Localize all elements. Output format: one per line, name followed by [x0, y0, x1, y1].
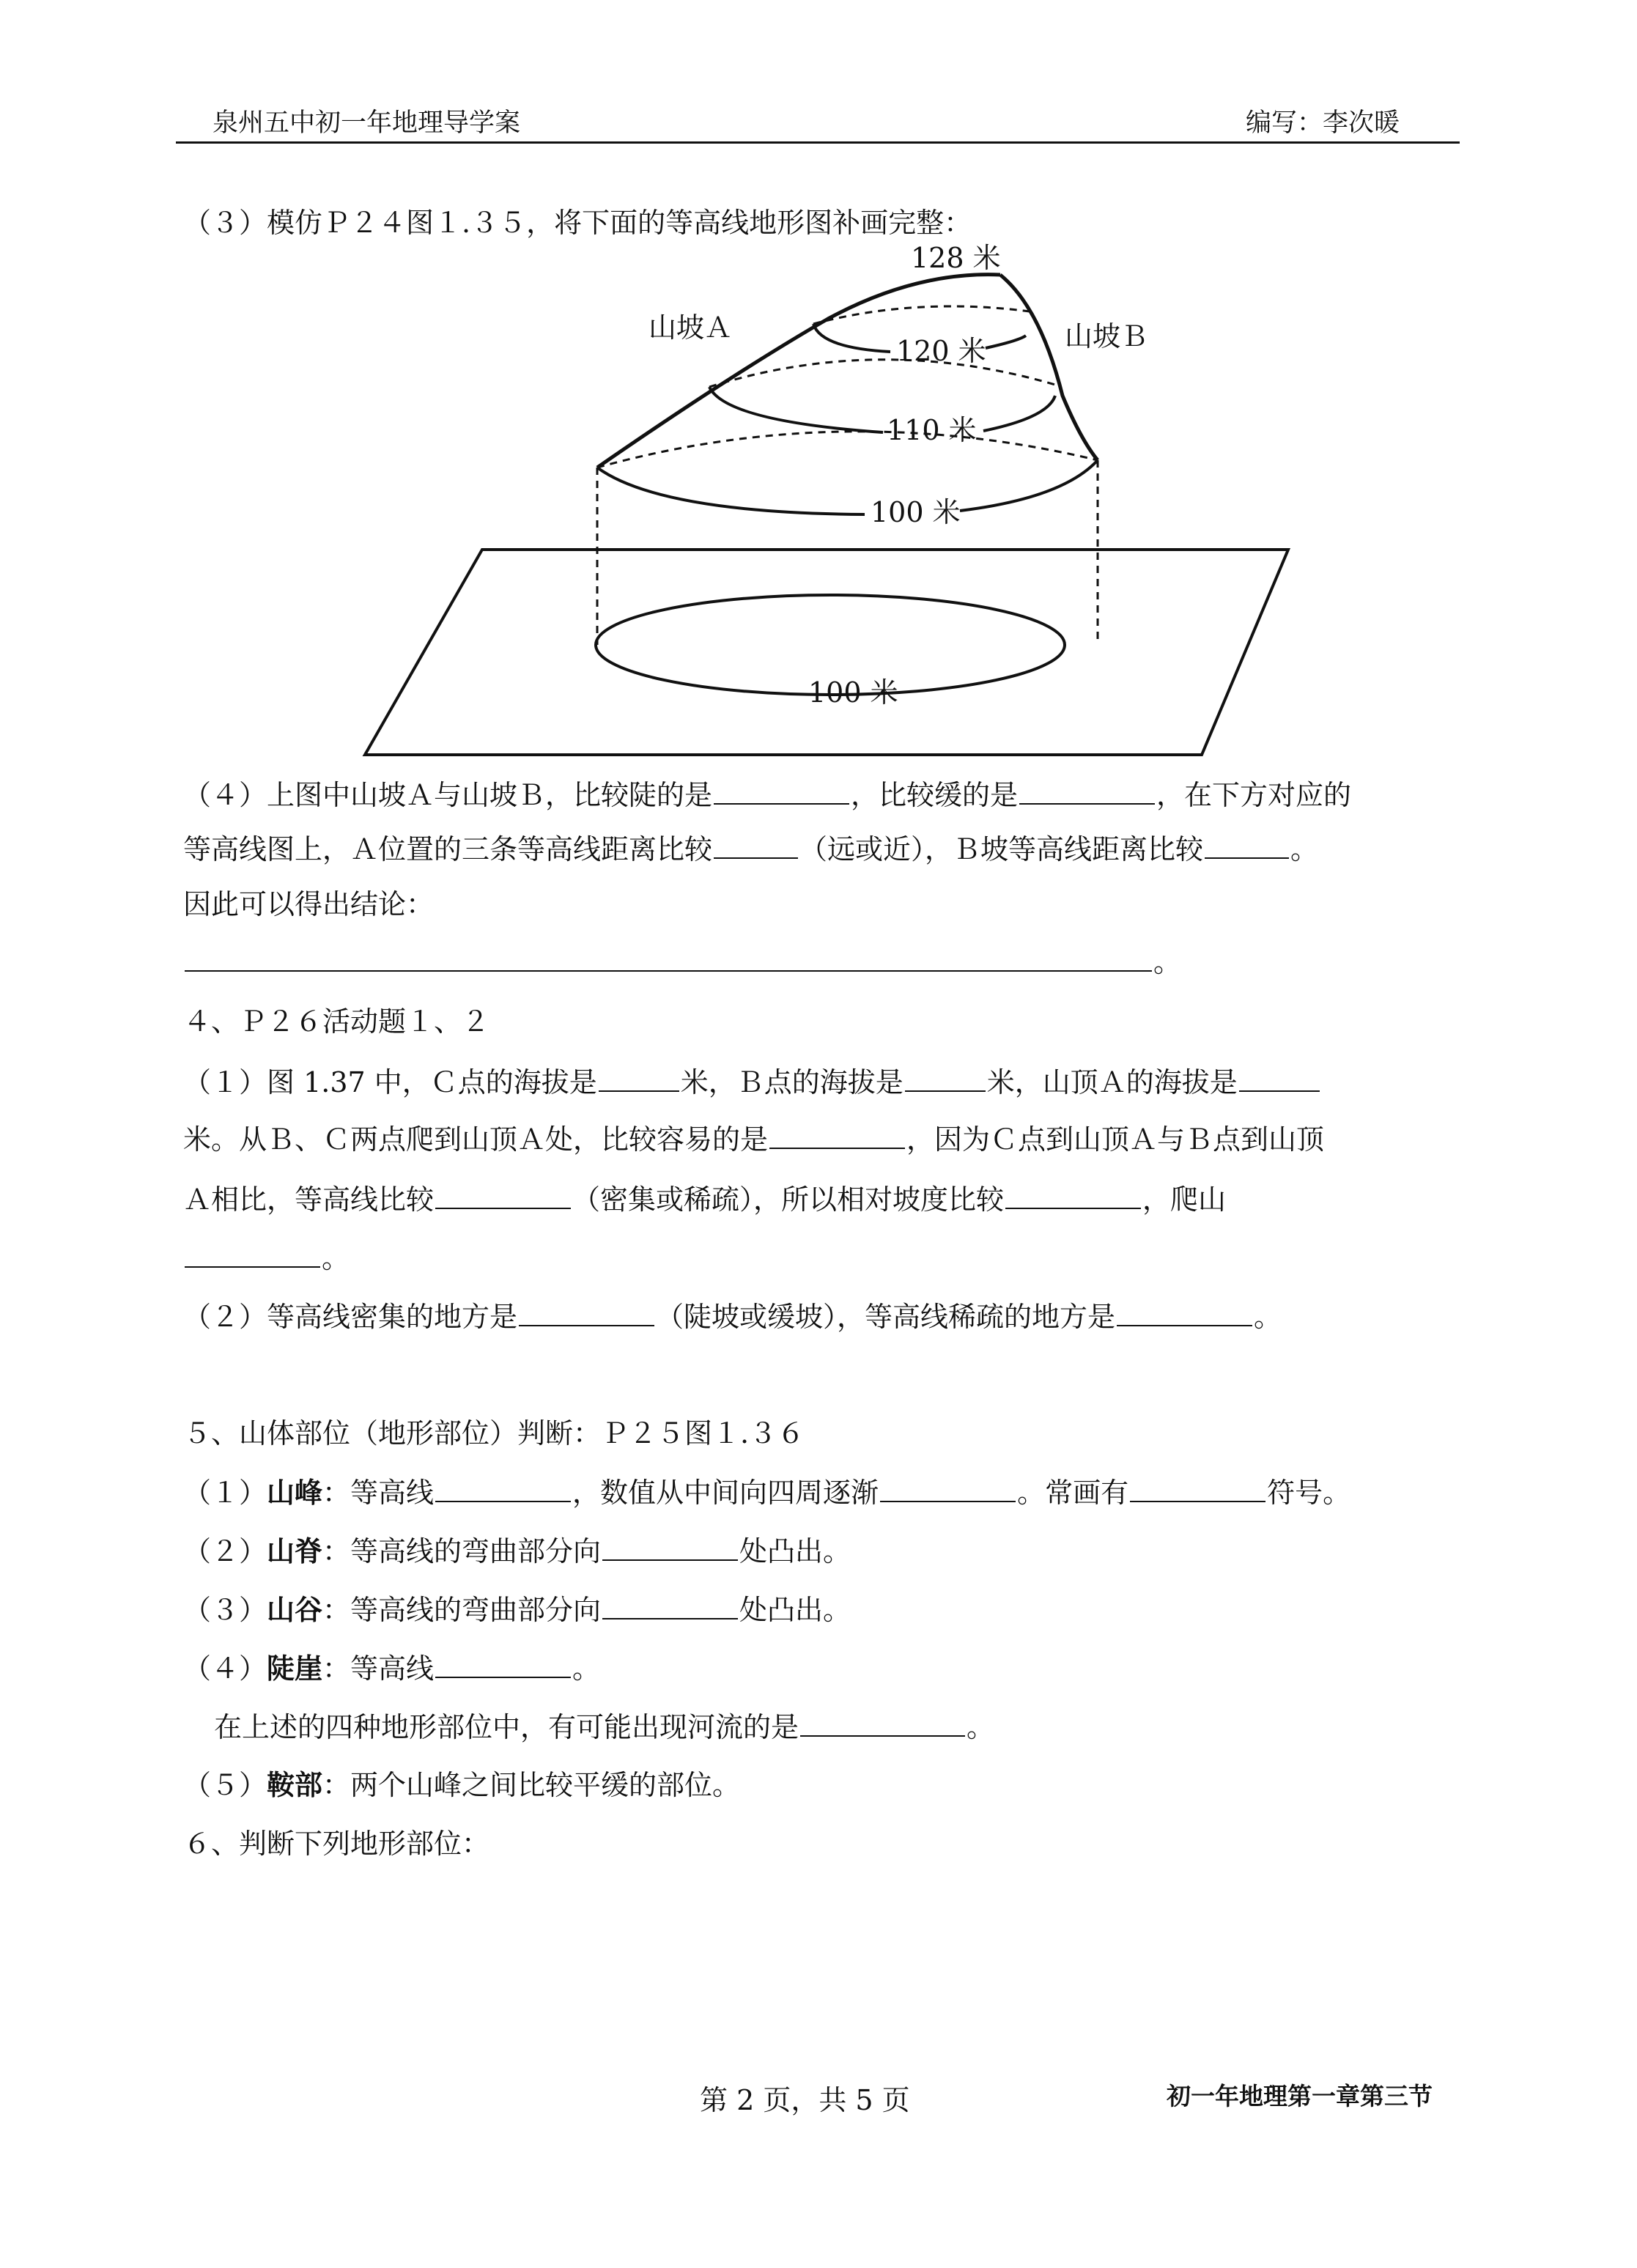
blank-climb[interactable] — [185, 1238, 320, 1268]
contour-110-front-r — [983, 396, 1055, 431]
label-110: 110 米 — [887, 414, 977, 446]
q4-line1: （４）上图中山坡Ａ与山坡Ｂ，比较陡的是 ，比较缓的是 ，在下方对应的 — [183, 775, 1351, 814]
label-slope-a: 山坡Ａ — [648, 311, 733, 344]
s4-p3: Ａ相比，等高线比较 （密集或稀疏），所以相对坡度比较 ，爬山 — [183, 1180, 1226, 1219]
s4-q2: （２）等高线密集的地方是 （陡坡或缓坡），等高线稀疏的地方是 。 — [183, 1297, 1282, 1336]
blank-cliff[interactable] — [435, 1649, 571, 1678]
s5-item5: （５）鞍部：两个山峰之间比较平缓的部位。 — [183, 1768, 741, 1801]
header-right: 编写：李次暖 — [1246, 108, 1400, 138]
blank-b-altitude[interactable] — [905, 1063, 986, 1092]
blank-peak-values[interactable] — [880, 1473, 1016, 1502]
label-100-top: 100 米 — [871, 496, 961, 528]
blank-c-altitude[interactable] — [599, 1063, 679, 1092]
contour-100-front-r — [960, 460, 1098, 511]
blank-ridge[interactable] — [602, 1532, 738, 1561]
blank-steeper[interactable] — [714, 775, 849, 805]
s5-item2: （２）山脊：等高线的弯曲部分向 处凸出。 — [183, 1532, 851, 1570]
label-128: 128 米 — [911, 242, 1001, 274]
blank-a-altitude[interactable] — [1239, 1063, 1320, 1092]
base-plane — [365, 550, 1288, 755]
s5-item1: （１）山峰：等高线 ，数值从中间向四周逐渐 。常画有 符号。 — [183, 1473, 1350, 1512]
contour-110-back — [709, 360, 1055, 387]
s6-title: ６、判断下列地形部位： — [183, 1828, 490, 1860]
q3-text: （３）模仿Ｐ２４图１.３５，将下面的等高线地形图补画完整： — [183, 207, 972, 239]
cone-slope-b — [1000, 275, 1098, 460]
blank-a-distance[interactable] — [714, 830, 798, 859]
s5-title: ５、山体部位（地形部位）判断：Ｐ２５图１.３６ — [183, 1417, 805, 1449]
footer-page: 第 2 页，共 5 页 — [700, 2084, 910, 2116]
blank-sparse[interactable] — [1117, 1297, 1252, 1326]
q4-line3: 因此可以得出结论： — [183, 888, 435, 920]
s5-river: 在上述的四种地形部位中，有可能出现河流的是 。 — [214, 1707, 994, 1746]
header-left: 泉州五中初一年地理导学案 — [213, 108, 521, 138]
blank-gentler[interactable] — [1019, 775, 1155, 805]
label-120: 120 米 — [896, 335, 986, 367]
blank-conclusion[interactable] — [185, 942, 1152, 972]
blank-river[interactable] — [800, 1707, 965, 1737]
s4-title: ４、Ｐ２６活动题１、２ — [183, 1005, 490, 1038]
blank-peak-symbol[interactable] — [1130, 1473, 1265, 1502]
blank-b-distance[interactable] — [1205, 830, 1289, 859]
s5-item4: （４）陡崖：等高线 。 — [183, 1649, 600, 1688]
contour-100-front — [597, 468, 865, 514]
label-100-bottom: 100 米 — [808, 676, 898, 709]
s5-item3: （３）山谷：等高线的弯曲部分向 处凸出。 — [183, 1590, 851, 1629]
s4-p2: 米。从Ｂ、Ｃ两点爬到山顶Ａ处，比较容易的是 ，因为Ｃ点到山顶Ａ与Ｂ点到山顶 — [183, 1120, 1324, 1159]
contour-cone-figure — [0, 0, 1637, 762]
contour-100-back — [597, 432, 1098, 468]
s4-p1: （１）图 1.37 中，Ｃ点的海拔是 米，Ｂ点的海拔是 米，山顶Ａ的海拔是 — [183, 1063, 1321, 1101]
contour-120-front-r — [986, 336, 1026, 348]
q4-line4: 。 — [183, 942, 1181, 981]
blank-easier[interactable] — [769, 1120, 905, 1149]
blank-dense[interactable] — [519, 1297, 654, 1326]
s4-p4: 。 — [183, 1238, 350, 1277]
footer-chapter: 初一年地理第一章第三节 — [1167, 2082, 1433, 2110]
blank-density[interactable] — [435, 1180, 571, 1209]
blank-peak-lines[interactable] — [435, 1473, 571, 1502]
contour-120-front — [813, 324, 890, 352]
label-slope-b: 山坡Ｂ — [1065, 320, 1149, 352]
contour-110-front — [709, 387, 883, 432]
blank-valley[interactable] — [602, 1590, 738, 1619]
blank-slope[interactable] — [1005, 1180, 1141, 1209]
q4-line2: 等高线图上，Ａ位置的三条等高线距离比较 （远或近），Ｂ坡等高线距离比较 。 — [183, 830, 1318, 868]
